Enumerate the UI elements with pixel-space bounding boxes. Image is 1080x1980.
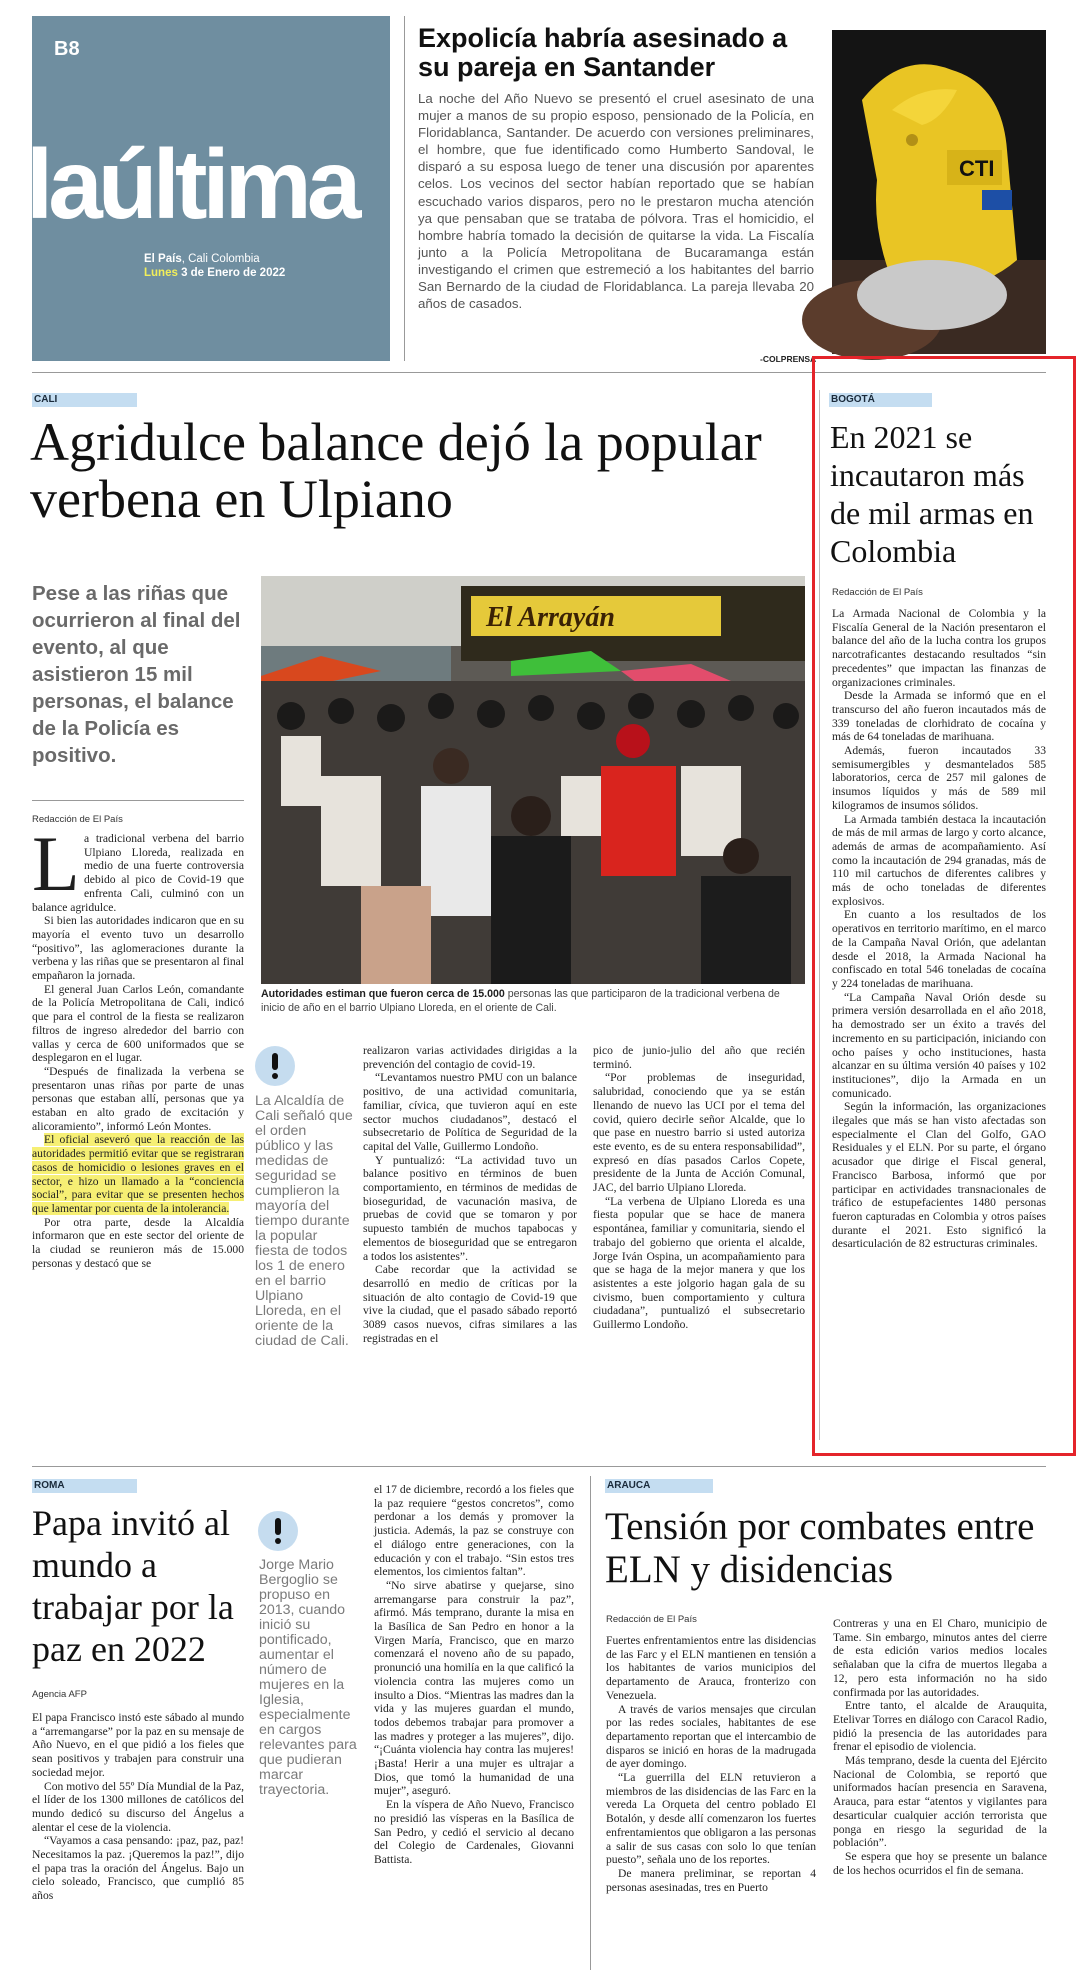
roma-paragraph: “Vayamos a casa pensando: ¡paz, paz, paz! Necesitamos la paz. ¡Queremos la paz!”, dijo el papa tras la oración del Ángelus. Bajo un cielo soleado, Francisco, que cumplió 85 años — [32, 1834, 244, 1903]
cali-paragraph: “Por problemas de inseguridad, salubridad, conociendo que ya se están llenando de nuevo las UCI por el tema del covid, quiero decirle señor Alcalde, que lo que pase en nuestro barrio si usted autoriza este evento, es de su entera responsabilidad”, expresó en días pasados Carlos Copete, presidente de la Junta de Acción Comunal, JAC, del barrio Ulpiano Lloreda. — [593, 1071, 805, 1195]
cali-column-3 — [363, 1044, 577, 1345]
cali-paragraph: “Levantamos nuestro PMU con un balance positivo, de una actividad comunitaria, familiar, cívica, que tuvieron aquí en este sector muchos ciudadanos”, destacó el subsecretario de Política de Seguridad de la capital del Valle, Guillermo Londoño. — [363, 1071, 577, 1153]
arauca-paragraph: Contreras y una en El Charo, municipio de Tame. Sin embargo, minutos antes del cierre de esta edición varios medios locales señalaban que la cifra de muertos llegaba a 12, pero esta información no ha sido confirmada por las autoridades. — [833, 1617, 1047, 1699]
arauca-paragraph: De manera preliminar, se reportan 4 personas asesinadas, tres en Puerto — [606, 1866, 816, 1894]
cali-paragraph: Cabe recordar que la actividad se desarrolló en medio de críticas por la situación de alto contagio de Covid-19 que vive la ciudad, que el pasado sábado reportó 3089 casos nuevos, cifras similares a las registradas en el — [363, 1263, 577, 1345]
drop-cap: L — [32, 820, 80, 907]
roma-column-3 — [374, 1483, 574, 1867]
cali-first-paragraph: a tradicional verbena del barrio Ulpiano Lloreda, realizada en medio de una fuerte controversia debido al pico de Covid-19 que enfrenta Cali, culminó con un balance agridulce. — [32, 832, 244, 914]
crowd-illustration — [261, 576, 805, 984]
roma-paragraph: “No sirve abatirse y quejarse, sino arremangarse para construir la paz”, afirmó. Más temprano, durante la misa en la Basílica de San Pedro en honor a la Virgen María, Francisco, que en marzo comenzará el noveno año de su papado, pronunció una homilía en la que calificó la violencia contra las mujeres como un insulto a Dios. “Mientras las madres dan la vida y las mujeres guardan el mundo, todos debemos trabajar para promover a las madres y proteger a las mujeres”, dijo. “¡Cuánta violencia hay contra las mujeres! ¡Basta! Herir a una mujer es ultrajar a Dios, que tomó la humanidad de una mujer”, aseguró. — [374, 1578, 574, 1798]
cali-paragraph: Si bien las autoridades indicaron que en su mayoría el evento tuvo un desarrollo “positivo”, las aglomeraciones durante la verbena y las riñas que se presentaron al final empañaron la jornada. — [32, 914, 244, 983]
roma-paragraph: El papa Francisco instó este sábado al mundo a “arremangarse” por la paz en su mensaje de Año Nuevo, en el que pidió a los fieles que sean positivos y trabajen para construir una sociedad mejor. — [32, 1711, 244, 1779]
cali-paragraph: Por otra parte, desde la Alcaldía informaron que en este sector del oriente de la ciudad se reunieron más de 15.000 personas y destacó que se — [32, 1215, 244, 1270]
arauca-byline: Redacción de El País — [606, 1614, 697, 1625]
cali-byline: Redacción de El País — [32, 814, 123, 825]
cali-paragraph: El general Juan Carlos León, comandante de la Policía Metropolitana de Cali, indicó que para el control de la fiesta se realizaron filtros de ingreso alrededor del barrio con vallas y cerca de 600 uniformados que se desplegaron en el lugar. — [32, 982, 244, 1065]
page-code: B8 — [54, 38, 80, 60]
brand-logo: laúltima — [26, 129, 357, 239]
roma-side-note: Jorge Mario Bergoglio se propuso en 2013, cuando inició su pontificado, aumentar el número de mujeres en la Iglesia, especialmente en cargos relevantes para que pudieran marcar trayectoria. — [259, 1557, 357, 1798]
top-story-body: La noche del Año Nuevo se presentó el cruel asesinato de una mujer a manos de su propio esposo, pensionado de la Policía, en Floridablanca, Santander. De acuerdo con versiones preliminares, el hombre, que fue identificado como Humberto Sandoval, le disparó a su esposa luego de tener una discusión por aparentes celos. Los vecinos del sector habían reportado que se habían escuchado varios disparos, pero no le prestaron mucha atención ya que pensaban que se trataba de pólvora. Tras el homicidio, el hombre habría tomado la decisión de quitarse la vida. La Fiscalía junto a la Policía Metropolitana de Bucaramanga están investigando el crimen que estremeció a los habitantes del barrio San Bernardo de la ciudad de Floridablanca. La pareja llevaba 20 años de casados. — [418, 91, 814, 312]
investigator-illustration — [832, 30, 1046, 354]
cali-headline: Agridulce balance dejó la popular verbena en Ulpiano — [30, 412, 762, 529]
photo-caption — [261, 988, 805, 1015]
column-rule — [404, 16, 405, 361]
section-tag-roma: ROMA — [32, 1479, 137, 1493]
masthead — [26, 16, 390, 361]
arauca-column-2 — [833, 1617, 1047, 1877]
cali-paragraph: realizaron varias actividades dirigidas a la prevención del contagio de covid-19. — [363, 1044, 577, 1071]
roma-byline: Agencia AFP — [32, 1689, 87, 1700]
photo-credit: FOTO ESPECIAL PARA EL PAÍS — [812, 728, 820, 831]
vest-text: CTI — [959, 156, 995, 181]
arauca-paragraph: Fuertes enfrentamientos entre las disidencias de las Farc y el ELN mantienen en tensión a los habitantes de varios municipios del departamento de Arauca, fronterizo con Venezuela. — [606, 1634, 816, 1702]
bogota-byline: Redacción de El País — [832, 587, 923, 598]
exclamation-icon — [255, 1046, 295, 1086]
cali-paragraph: “La verbena de Ulpiano Lloreda es una fiesta popular que se hace de manera espontánea, familiar y comunitaria, siendo el trabajo del gobierno que orienta el alcalde, Jorge Iván Ospina, un acompañamiento para que se haga de la mejor manera y que los asistentes a este jolgorio hagan gala de su civismo, buen comportamiento y cultura ciudadana”, puntualizó el subsecretario Guillermo Londoño. — [593, 1194, 805, 1332]
bogota-paragraph: La Armada Nacional de Colombia y la Fiscalía General de la Nación presentaron el balance del año de la lucha contra los grupos narcotraficantes destacando resultados “sin precedentes” que impactan las finanzas de organizaciones criminales. — [832, 607, 1046, 689]
bogota-headline: En 2021 se incautaron más de mil armas en Colombia — [830, 419, 1034, 569]
city: , Cali Colombia — [181, 253, 260, 265]
section-tag-cali: CALI — [32, 393, 137, 407]
cali-column-4 — [593, 1044, 805, 1332]
bogota-paragraph: “La Campaña Naval Orión desde su primera versión desarrollada en el año 2018, ha demostrado ser un éxito a través del incremento en su participación, iniciando con ocho países y ocho instituciones, hasta alcanzar en su última versión 40 países y 102 instituciones”, dijo la Armada en un comunicado. — [832, 990, 1046, 1100]
exclamation-icon — [258, 1511, 298, 1551]
weekday: Lunes — [144, 267, 178, 279]
bogota-paragraph: Desde la Armada se informó que en el transcurso del año fueron incautados más de 339 toneladas de clorhidrato de cocaína y más de 64 toneladas de marihuana. — [832, 689, 1046, 744]
edition-info — [144, 252, 285, 280]
date: 3 de Enero de 2022 — [177, 267, 286, 279]
cali-column-1 — [32, 820, 244, 1271]
column-rule — [590, 1476, 591, 1970]
cali-side-note: La Alcaldía de Cali señaló que el orden público y las medidas de seguridad se cumplieron la mayoría del tiempo durante la popular fiesta de todos los 1 de enero en el barrio Ulpiano Lloreda, en el oriente de la ciudad de Cali. — [255, 1093, 353, 1349]
caption-bold: Autoridades estiman que fueron cerca de 15.000 — [261, 988, 505, 1000]
deck-rule — [32, 800, 244, 801]
roma-paragraph: En la víspera de Año Nuevo, Francisco no presidió las vísperas en la Basílica de San Pedro, y cedió el servicio al decano del Colegio de Cardenales, Giovanni Battista. — [374, 1798, 574, 1866]
cali-paragraph: “Después de finalizada la verbena se presentaron unas riñas por parte de unas personas que estaban allí, personas que ya estaban en alto grado de excitación y alicoramiento”, informó León Montes. — [32, 1064, 244, 1133]
sign-text: El Arrayán — [486, 602, 615, 633]
top-story-headline: Expolicía habría asesinado a su pareja en Santander — [418, 23, 788, 82]
roma-paragraph: el 17 de diciembre, recordó a los fieles que la paz requiere “gestos concretos”, como perdonar a los demás y promover la justicia. Además, la paz se construye con el diálogo entre generaciones, con la educación y con el trabajo. “Sin estos tres elementos, los cimientos faltan”. — [374, 1483, 574, 1579]
bogota-paragraph: La Armada también destaca la incautación de más de mil armas de largo y corto alcance, además de armas de acompañamiento. Así como la incautación de 294 granadas, más de 110 mil cartuchos de diferentes calibres y más de ocho toneladas de diferentes explosivos. — [832, 812, 1046, 908]
arauca-headline: Tensión por combates entre ELN y disidencias — [605, 1505, 1035, 1591]
top-story-credit: -COLPRENSA — [760, 354, 817, 364]
verbena-crowd-photo — [261, 576, 820, 984]
bogota-paragraph: Según la información, las organizaciones ilegales que más se han visto afectadas son especialmente el Clan del Golfo, GAO Residuales y el ELN. Por su parte, el órgano acusador que dirige el Fiscal general, Francisco Barbosa, informó que por participar en actividades transnacionales de tráfico de estupefacientes 1480 personas fueron capturadas en Colombia y otros países durante el 2021. Esto significó la desarticulación de 82 estructuras criminales. — [832, 1100, 1046, 1251]
arauca-paragraph: Entre tanto, el alcalde de Arauquita, Etelivar Torres en diálogo con Caracol Radio, pidió la presencia de las autoridades para frenar el episodio de violencia. — [833, 1699, 1047, 1754]
highlighted-paragraph — [32, 1133, 244, 1215]
roma-paragraph: Con motivo del 55º Día Mundial de la Paz, el líder de los 1300 millones de católicos del mundo dedicó su discurso del Ángelus a alentar el cese de la violencia. — [32, 1779, 244, 1834]
investigator-photo — [832, 30, 1046, 354]
arauca-paragraph: Se espera que hoy se presente un balance de los hechos ocurridos el fin de semana. — [833, 1849, 1047, 1877]
arauca-paragraph: “La guerrilla del ELN retuvieron a miembros de las disidencias de las Farc en la vereda La Orqueta del centro poblado El Botalón, y desde allí comenzaron los fuertes enfrentamientos que obligaron a las personas a salir de sus casas con solo lo que tenían puesto”, señala uno de los reportes. — [606, 1771, 816, 1867]
highlighted-text: El oficial aseveró que la reacción de las autoridades permitió evitar que se registraran casos de homicidio o lesiones graves en el sector, e hizo un llamado a la “conciencia social”, para evitar que se presenten hechos que lamentar por cuenta de la intolerancia. — [32, 1133, 244, 1215]
roma-column-1 — [32, 1711, 244, 1903]
cali-paragraph: pico de junio-julio del año que recién terminó. — [593, 1044, 805, 1071]
bogota-body — [832, 607, 1046, 1251]
arauca-paragraph: A través de varios mensajes que circulan por las redes sociales, habitantes de ese departamento reportan que el intercambio de disparos se inició en horas de la madrugada de ayer domingo. — [606, 1702, 816, 1771]
bogota-paragraph: Además, fueron incautados 33 semisumergibles y desmantelados 585 laboratorios, cerca de 257 mil galones de insumos líquidos y más de 589 mil kilogramos de insumos sólidos. — [832, 744, 1046, 812]
cali-paragraph: Y puntualizó: “La actividad tuvo un balance positivo en términos de buen comportamiento, en términos de medidas de bioseguridad, de vacunación masiva, de pruebas de covid que se tomaron y por supuesto también de muchos tapabocas y elementos de bioseguridad que se entregaron a todos los asistentes”. — [363, 1153, 577, 1263]
section-tag-arauca: ARAUCA — [605, 1479, 713, 1493]
section-divider — [32, 1466, 1046, 1467]
bogota-paragraph: En cuanto a los resultados de los operativos en territorio marítimo, en el marco de la Campaña Naval Orión, que adelantan desde el 2018, la Armada Nacional ha confiscado en total 546 toneladas de cocaína y 224 toneladas de marihuana. — [832, 908, 1046, 990]
cali-deck: Pese a las riñas que ocurrieron al final del evento, al que asistieron 15 mil personas, el balance de la Policía es positivo. — [32, 582, 241, 767]
newspaper-name: El País — [144, 253, 182, 265]
caption-text: personas las que participaron de la tradicional verbena de inicio de año en el barrio Ulpiano Lloreda, en el oriente de Cali. — [261, 988, 780, 1014]
roma-headline: Papa invitó al mundo a trabajar por la paz en 2022 — [32, 1503, 234, 1669]
arauca-column-1 — [606, 1634, 816, 1894]
column-rule — [819, 390, 820, 1440]
arauca-paragraph: Más temprano, desde la cuenta del Ejército Nacional de Colombia, se reportó que uniformados hacían presencia en Saravena, Arauca, para estar “atentos y vigilantes para desarticular cualquier acción terrorista que ponga en riesgo la seguridad de la población”. — [833, 1754, 1047, 1850]
section-tag-bogota: BOGOTÁ — [829, 393, 932, 407]
